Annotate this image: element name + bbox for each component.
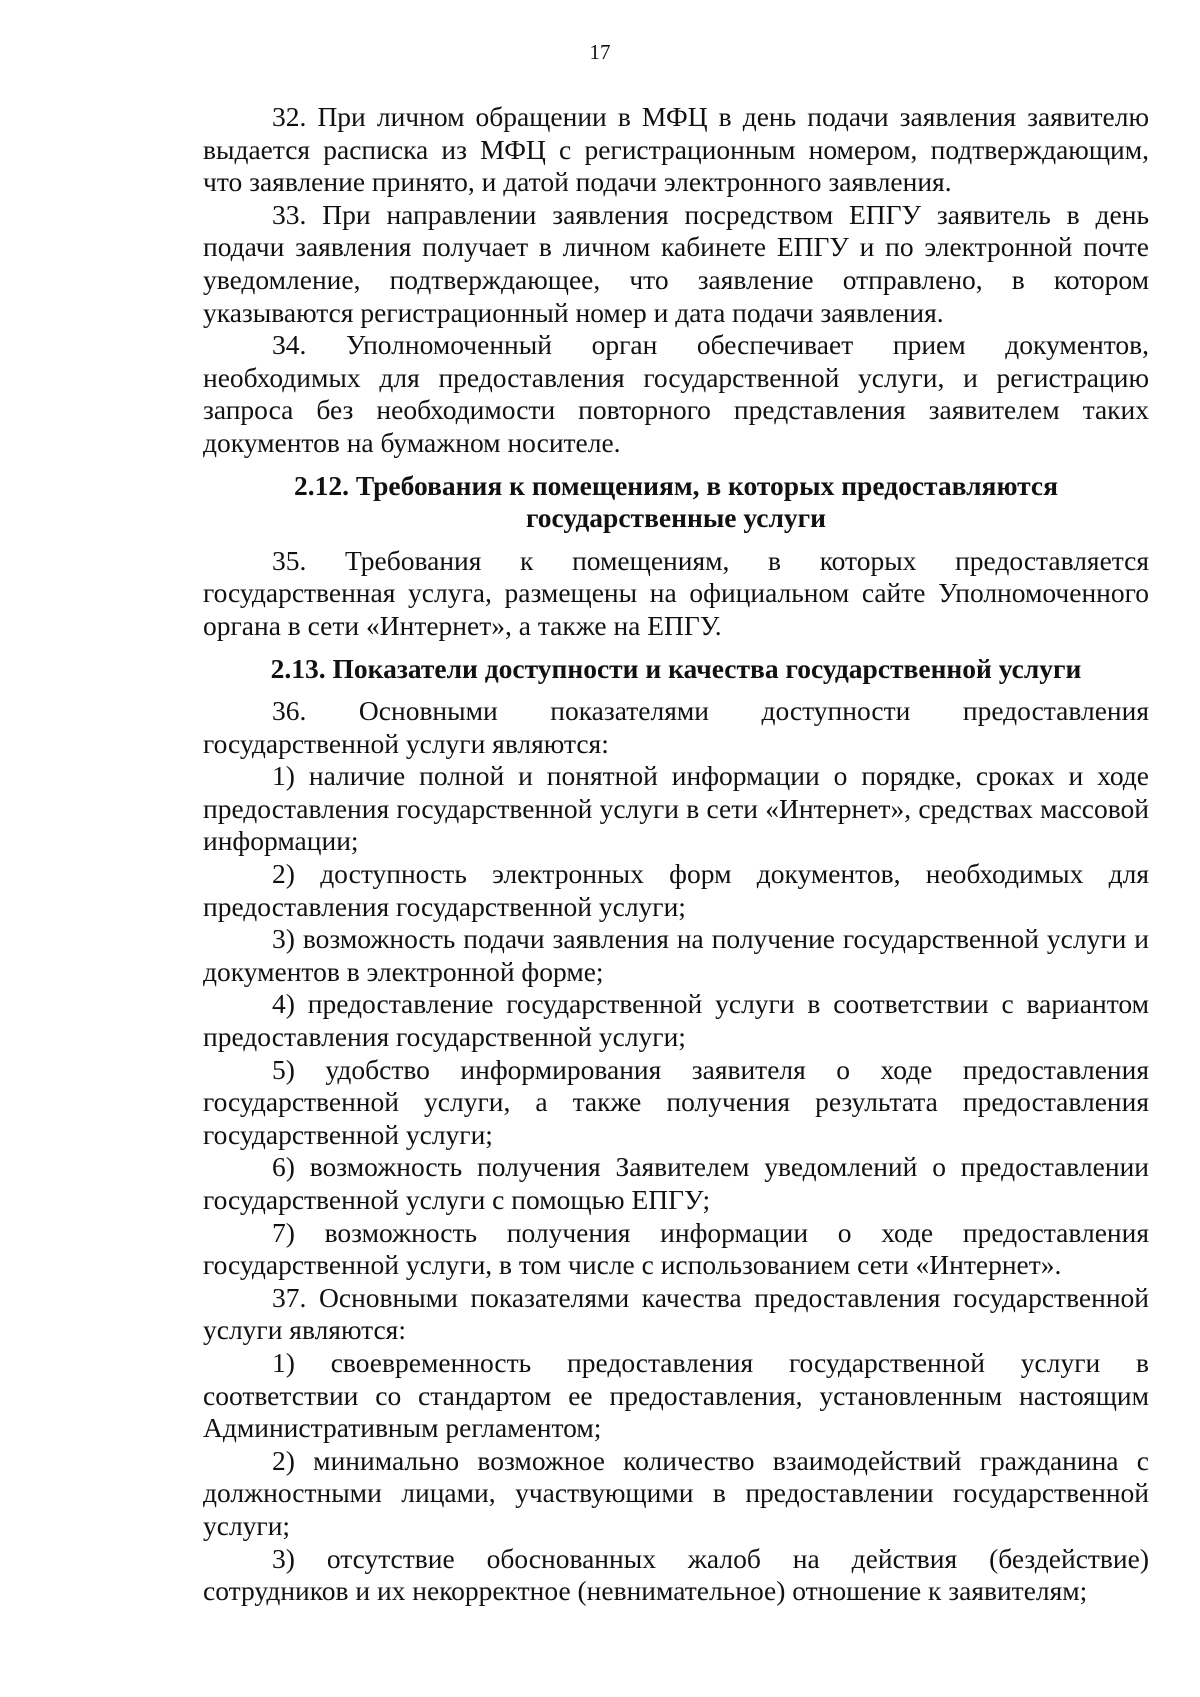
list-item-37-3: 3) отсутствие обоснованных жалоб на действия (бездействие) сотрудников и их некорректное (невнимательное) отношение к заявителям; <box>203 1542 1149 1607</box>
paragraph-35: 35. Требования к помещениям, в которых предоставляется государственная услуга, размещены на официальном сайте Уполномоченного органа в сети «Интернет», а также на ЕПГУ. <box>203 544 1149 641</box>
list-item-37-2: 2) минимально возможное количество взаимодействий гражданина с должностными лицами, участвующими в предоставлении государственной услуги; <box>203 1444 1149 1541</box>
document-body <box>203 101 1149 1608</box>
section-heading-2-13: 2.13. Показатели доступности и качества государственной услуги <box>270 652 1082 684</box>
list-item-36-4: 4) предоставление государственной услуги в соответствии с вариантом предоставления государственной услуги; <box>203 988 1149 1053</box>
list-item-36-7: 7) возможность получения информации о ходе предоставления государственной услуги, в том числе с использованием сети «Интернет». <box>203 1216 1149 1281</box>
list-item-36-5: 5) удобство информирования заявителя о ходе предоставления государственной услуги, а также получения результата предоставления государственной услуги; <box>203 1053 1149 1150</box>
paragraph-34: 34. Уполномоченный орган обеспечивает прием документов, необходимых для предоставления государственной услуги, и регистрацию запроса без необходимости повторного представления заявителем таких документов на бумажном носителе. <box>203 329 1149 458</box>
list-item-36-1: 1) наличие полной и понятной информации о порядке, сроках и ходе предоставления государственной услуги в сети «Интернет», средствах массовой информации; <box>203 760 1149 857</box>
paragraph-37: 37. Основными показателями качества предоставления государственной услуги являются: <box>203 1281 1149 1346</box>
list-item-36-3: 3) возможность подачи заявления на получение государственной услуги и документов в электронной форме; <box>203 923 1149 987</box>
list-item-36-2: 2) доступность электронных форм документов, необходимых для предоставления государственной услуги; <box>203 858 1149 922</box>
paragraph-36: 36. Основными показателями доступности предоставления государственной услуги являются: <box>203 695 1149 759</box>
page-number: 17 <box>589 40 611 64</box>
list-item-36-6: 6) возможность получения Заявителем уведомлений о предоставлении государственной услуги с помощью ЕПГУ; <box>203 1151 1149 1215</box>
paragraph-33: 33. При направлении заявления посредством ЕПГУ заявитель в день подачи заявления получает в личном кабинете ЕПГУ и по электронной почте уведомление, подтверждающее, что заявление отправлено, в котором указываются регистрационный номер и дата подачи заявления. <box>203 198 1149 328</box>
list-item-37-1: 1) своевременность предоставления государственной услуги в соответствии со стандартом ее предоставления, установленным настоящим Административным регламентом; <box>203 1346 1149 1444</box>
section-heading-2-12: 2.12. Требования к помещениям, в которых предоставляются государственные услуги <box>293 469 1059 534</box>
paragraph-32: 32. При личном обращении в МФЦ в день подачи заявления заявителю выдается расписка из МФЦ с регистрационным номером, подтверждающим, что заявление принято, и датой подачи электронного заявления. <box>203 101 1149 198</box>
